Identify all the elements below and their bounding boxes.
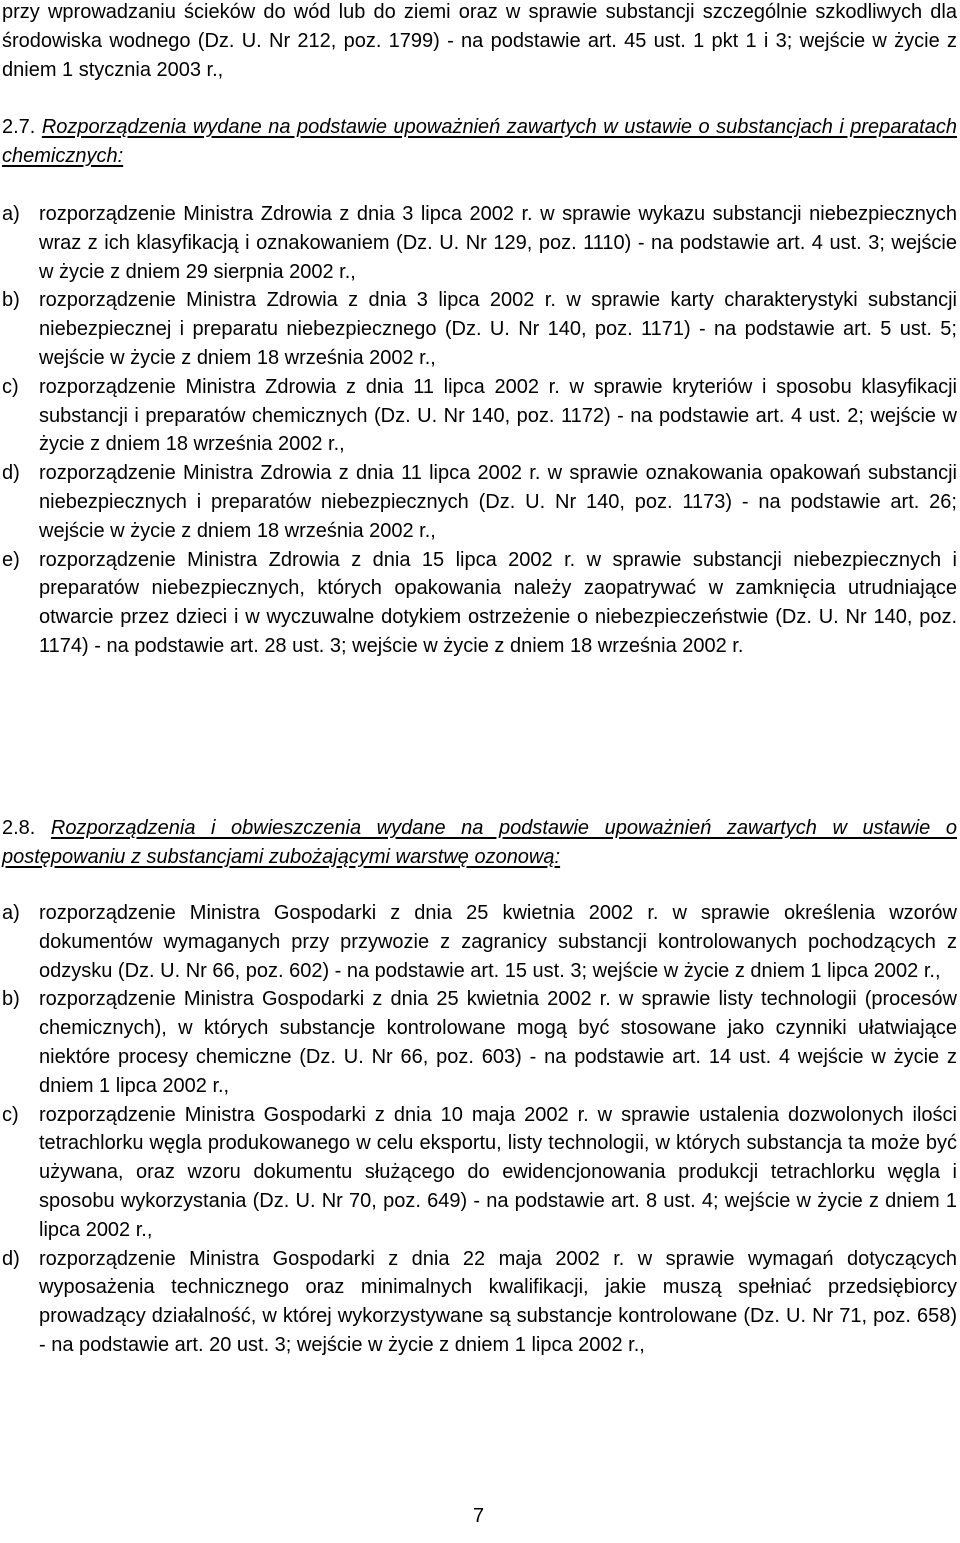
section-title: Rozporządzenia i obwieszczenia wydane na podstawie upoważnień zawartych w ustawie o postępowaniu z substancjami zubożającymi warstwę ozonową:	[2, 817, 957, 868]
section-number: 2.8.	[2, 817, 36, 839]
list-marker: d)	[2, 462, 20, 485]
page-number: 7	[472, 1505, 485, 1527]
list-item-2-7-a	[0, 200, 957, 286]
list-item-text: rozporządzenie Ministra Gospodarki z dnia 25 kwietnia 2002 r. w sprawie określenia wzorów dokumentów wymaganych przy przywozie z zagranicy substancji kontrolowanych pochodzących z odzysku (Dz. U. Nr 66, poz. 602) - na podstawie art. 15 ust. 3; wejście w życie z dniem 1 lipca 2002 r.,	[39, 902, 957, 982]
list-item-text: rozporządzenie Ministra Gospodarki z dnia 22 maja 2002 r. w sprawie wymagań dotyczących wyposażenia technicznego oraz minimalnych kwalifikacji, jakie muszą spełniać przedsiębiorcy prowadzący działalność, w której wykorzystywane są substancje kontrolowane (Dz. U. Nr 71, poz. 658) - na podstawie art. 20 ust. 3; wejście w życie z dniem 1 lipca 2002 r.,	[39, 1247, 957, 1356]
list-item-2-8-c	[0, 1101, 957, 1245]
list-marker: d)	[2, 1247, 20, 1270]
section-title: Rozporządzenia wydane na podstawie upoważnień zawartych w ustawie o substancjach i preparatach chemicznych:	[2, 116, 957, 167]
list-marker: e)	[2, 548, 20, 571]
list-marker: a)	[2, 902, 20, 924]
list-marker: b)	[2, 289, 20, 312]
list-item-2-7-d	[0, 459, 957, 545]
list-item-2-7-e	[0, 546, 957, 661]
list-marker: c)	[2, 1103, 19, 1126]
list-item-text: rozporządzenie Ministra Zdrowia z dnia 11 lipca 2002 r. w sprawie kryteriów i sposobu klasyfikacji substancji i preparatów chemicznych (Dz. U. Nr 140, poz. 1172) - na podstawie art. 4 ust. 2; wejście w życie z dniem 18 września 2002 r.,	[39, 375, 957, 456]
list-item-text: rozporządzenie Ministra Zdrowia z dnia 15 lipca 2002 r. w sprawie substancji niebezpiecznych i preparatów niebezpiecznych, których opakowania należy zaopatrywać w zamknięcia utrudniające otwarcie przez dzieci i w wyczuwalne dotykiem ostrzeżenie o niebezpieczeństwie (Dz. U. Nr 140, poz. 1174) - na podstawie art. 28 ust. 3; wejście w życie z dniem 18 września 2002 r.	[39, 548, 957, 657]
section-2-7-list	[0, 200, 957, 661]
list-marker: a)	[2, 203, 20, 225]
list-item-2-8-b	[0, 985, 957, 1100]
list-item-2-8-a	[0, 899, 957, 985]
list-item-text: rozporządzenie Ministra Zdrowia z dnia 3 lipca 2002 r. w sprawie wykazu substancji niebezpiecznych wraz z ich klasyfikacją i oznakowaniem (Dz. U. Nr 129, poz. 1110) - na podstawie art. 4 ust. 3; wejście w życie z dniem 29 sierpnia 2002 r.,	[39, 203, 957, 283]
list-item-2-7-c	[0, 373, 957, 459]
list-item-2-7-b	[0, 286, 957, 372]
section-heading-2-8	[2, 814, 957, 872]
section-heading-2-7	[2, 113, 957, 171]
list-item-2-8-d	[0, 1245, 957, 1360]
section-2-8-list	[0, 899, 957, 1360]
list-item-text: rozporządzenie Ministra Gospodarki z dnia 25 kwietnia 2002 r. w sprawie listy technologii (procesów chemicznych), w których substancje kontrolowane mogą być stosowane jako czynniki ułatwiające niektóre procesy chemiczne (Dz. U. Nr 66, poz. 603) - na podstawie art. 14 ust. 4 wejście w życie z dniem 1 lipca 2002 r.,	[39, 988, 957, 1097]
intro-paragraph: przy wprowadzaniu ścieków do wód lub do ziemi oraz w sprawie substancji szczególnie szkodliwych dla środowiska wodnego (Dz. U. Nr 212, poz. 1799) - na podstawie art. 45 ust. 1 pkt 1 i 3; wejście w życie z dniem 1 stycznia 2003 r.,	[2, 1, 957, 81]
list-item-text: rozporządzenie Ministra Zdrowia z dnia 11 lipca 2002 r. w sprawie oznakowania opakowań substancji niebezpiecznych i preparatów niebezpiecznych (Dz. U. Nr 140, poz. 1173) - na podstawie art. 26; wejście w życie z dniem 18 września 2002 r.,	[39, 462, 957, 542]
list-item-text: rozporządzenie Ministra Zdrowia z dnia 3 lipca 2002 r. w sprawie karty charakterystyki substancji niebezpiecznej i preparatu niebezpiecznego (Dz. U. Nr 140, poz. 1171) - na podstawie art. 5 ust. 5; wejście w życie z dniem 18 września 2002 r.,	[39, 289, 957, 369]
section-number: 2.7.	[2, 116, 36, 138]
list-marker: c)	[2, 375, 19, 398]
list-item-text: rozporządzenie Ministra Gospodarki z dnia 10 maja 2002 r. w sprawie ustalenia dozwolonych ilości tetrachlorku węgla produkowanego w celu eksportu, listy technologii, w których substancja ta może być używana, oraz wzoru dokumentu służącego do ewidencjonowania produkcji tetrachlorku węgla i sposobu wykorzystania (Dz. U. Nr 70, poz. 649) - na podstawie art. 8 ust. 4; wejście w życie z dniem 1 lipca 2002 r.,	[39, 1103, 957, 1241]
list-marker: b)	[2, 988, 20, 1011]
